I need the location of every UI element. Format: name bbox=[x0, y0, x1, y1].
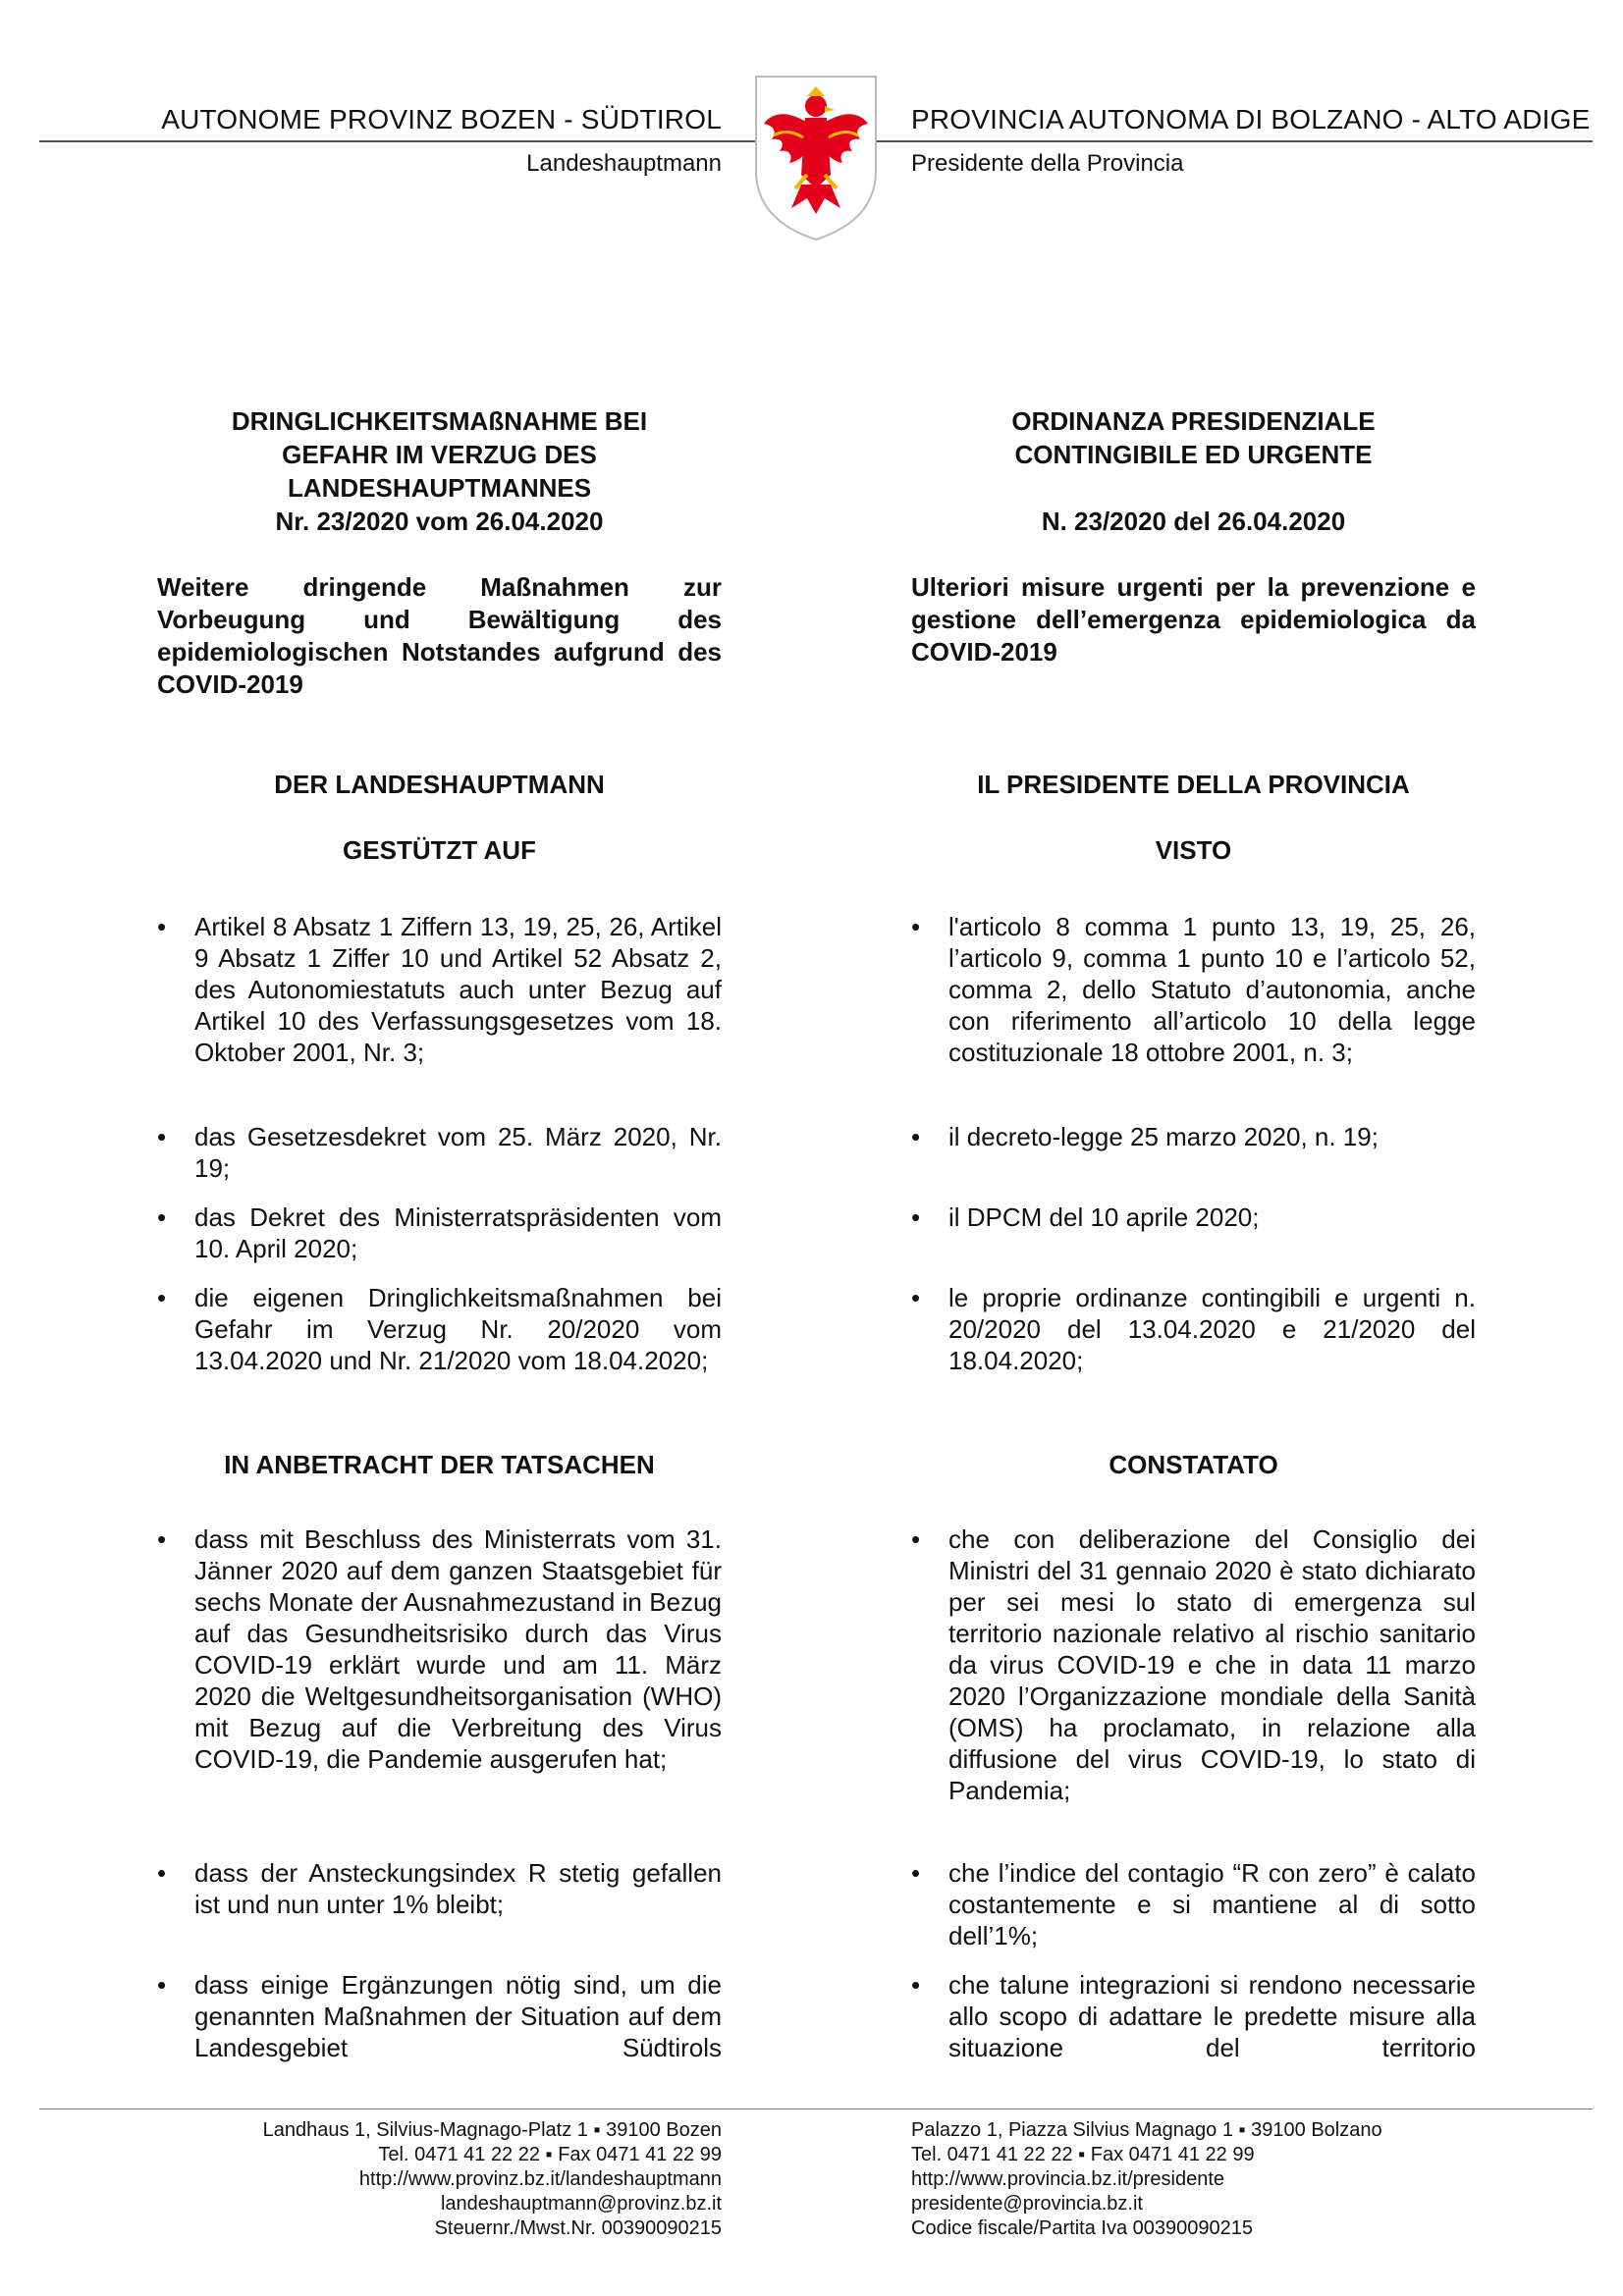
footer-left-address: Landhaus 1, Silvius-Magnago-Platz 1 ▪ 39100 Bozen bbox=[262, 2119, 722, 2141]
footer-left-website-link[interactable]: http://www.provinz.bz.it/landeshauptmann bbox=[358, 2168, 722, 2190]
footer-right-website-link[interactable]: http://www.provincia.bz.it/presidente bbox=[911, 2168, 1225, 2190]
list-item: • die eigenen Dringlichkeitsmaßnahmen bei Gefahr im Verzug Nr. 20/2020 vom 13.04.2020 und Nr. 21/2020 vom 18.04.2020; bbox=[157, 1283, 722, 1375]
header-rule-right bbox=[866, 140, 1593, 142]
coat-of-arms-icon bbox=[752, 73, 880, 243]
header-right-office: Presidente della Provincia bbox=[911, 150, 1184, 177]
bullet-icon: • bbox=[157, 1202, 167, 1232]
bullet-icon: • bbox=[157, 1524, 167, 1554]
bullet-icon: • bbox=[911, 1858, 921, 1888]
bullet-icon: • bbox=[911, 1524, 921, 1554]
bullet-icon: • bbox=[157, 1970, 167, 2000]
bullet-icon: • bbox=[911, 1283, 921, 1312]
footer-right-address: Palazzo 1, Piazza Silvius Magnago 1 ▪ 39100 Bolzano bbox=[911, 2119, 1382, 2141]
title-it bbox=[911, 404, 1476, 538]
list-item: • das Gesetzesdekret vom 25. März 2020, Nr. 19; bbox=[157, 1122, 722, 1183]
facts-heading-it: CONSTATATO bbox=[1109, 1450, 1278, 1479]
list-item: • il decreto-legge 25 marzo 2020, n. 19; bbox=[911, 1122, 1379, 1151]
title-it-line-2: CONTINGIBILE ED URGENTE bbox=[1014, 440, 1373, 469]
title-it-line-4: N. 23/2020 del 26.04.2020 bbox=[1041, 507, 1346, 536]
authority-de: DER LANDESHAUPTMANN bbox=[274, 770, 605, 799]
header-rule-left bbox=[39, 140, 756, 142]
bullet-icon: • bbox=[157, 1858, 167, 1888]
list-item: • le proprie ordinanze contingibili e urgenti n. 20/2020 del 13.04.2020 e 21/2020 del 18.04.2020; bbox=[911, 1283, 1476, 1375]
footer-left-email-link[interactable]: landeshauptmann@provinz.bz.it bbox=[440, 2193, 722, 2215]
list-item: • che l’indice del contagio “R con zero” è calato costantemente e si mantiene al di sotto dell’1%; bbox=[911, 1858, 1476, 1950]
title-de-line-1: DRINGLICHKEITSMAßNAHME BEI bbox=[231, 406, 648, 436]
header-left-office: Landeshauptmann bbox=[526, 150, 722, 177]
basis-heading-de: GESTÜTZT AUF bbox=[343, 835, 536, 865]
bullet-icon: • bbox=[911, 1970, 921, 2000]
header-right-authority: PROVINCIA AUTONOMA DI BOLZANO - ALTO ADIGE bbox=[911, 104, 1591, 134]
title-de-line-2: GEFAHR IM VERZUG DES bbox=[282, 440, 597, 469]
subtitle-it: Ulteriori misure urgenti per la prevenzione e gestione dell’emergenza epidemiologica da COVID-2019 bbox=[911, 572, 1476, 667]
footer-right-email-link[interactable]: presidente@provincia.bz.it bbox=[911, 2193, 1143, 2215]
basis-heading-it: VISTO bbox=[1155, 835, 1232, 865]
list-item: • das Dekret des Ministerratspräsidenten vom 10. April 2020; bbox=[157, 1202, 722, 1263]
bullet-icon: • bbox=[157, 1283, 167, 1312]
list-item: • che talune integrazioni si rendono necessarie allo scopo di adattare le predette misure alla situazione del territorio bbox=[911, 1970, 1476, 2062]
facts-heading-de: IN ANBETRACHT DER TATSACHEN bbox=[224, 1450, 655, 1479]
footer-right-phone: Tel. 0471 41 22 22 ▪ Fax 0471 41 22 99 bbox=[911, 2144, 1255, 2165]
list-item: • il DPCM del 10 aprile 2020; bbox=[911, 1202, 1260, 1232]
bullet-icon: • bbox=[911, 1122, 921, 1151]
footer-left-phone: Tel. 0471 41 22 22 ▪ Fax 0471 41 22 99 bbox=[378, 2144, 722, 2165]
title-de-line-3: LANDESHAUPTMANNES bbox=[287, 473, 592, 503]
list-item: • che con deliberazione del Consiglio dei Ministri del 31 gennaio 2020 è stato dichiarato per sei mesi lo stato di emergenza sul territorio nazionale relativo al rischio sanitario da virus COVID-19 e che in data 11 marzo 2020 l’Organizzazione mondiale della Sanità (OMS) ha proclamato, in relazione alla diffusione del virus COVID-19, lo stato di Pandemia; bbox=[911, 1524, 1476, 1805]
title-it-line-3 bbox=[911, 471, 1476, 505]
list-item: • l'articolo 8 comma 1 punto 13, 19, 25, 26, l’articolo 9, comma 1 punto 10 e l’articolo 52, comma 2, dello Statuto d’autonomia, anche con riferimento all’articolo 10 della legge costituzionale 18 ottobre 2001, n. 3; bbox=[911, 912, 1476, 1067]
title-it-line-1: ORDINANZA PRESIDENZIALE bbox=[1011, 406, 1376, 436]
footer-right-tax-id: Codice fiscale/Partita Iva 00390090215 bbox=[911, 2217, 1254, 2239]
list-item: • dass der Ansteckungsindex R stetig gefallen ist und nun unter 1% bleibt; bbox=[157, 1858, 722, 1919]
bullet-icon: • bbox=[157, 912, 167, 941]
bullet-icon: • bbox=[911, 1202, 921, 1232]
bullet-icon: • bbox=[911, 912, 921, 941]
footer-left bbox=[263, 2118, 722, 2241]
header-left-authority: AUTONOME PROVINZ BOZEN - SÜDTIROL bbox=[161, 104, 722, 134]
list-item: • Artikel 8 Absatz 1 Ziffern 13, 19, 25, 26, Artikel 9 Absatz 1 Ziffer 10 und Artikel 52 Absatz 2, des Autonomiestatuts auch unter Bezug auf Artikel 10 des Verfassungsgesetzes vom 18. Oktober 2001, Nr. 3; bbox=[157, 912, 722, 1067]
footer-right bbox=[911, 2118, 1382, 2241]
subtitle-de: Weitere dringende Maßnahmen zur Vorbeugung und Bewältigung des epidemiologischen Notstandes aufgrund des COVID-2019 bbox=[157, 572, 722, 699]
title-de-line-4: Nr. 23/2020 vom 26.04.2020 bbox=[275, 507, 604, 536]
title-de bbox=[157, 404, 722, 538]
authority-it: IL PRESIDENTE DELLA PROVINCIA bbox=[977, 770, 1410, 799]
bullet-icon: • bbox=[157, 1122, 167, 1151]
list-item: • dass mit Beschluss des Ministerrats vom 31. Jänner 2020 auf dem ganzen Staatsgebiet für sechs Monate der Ausnahmezustand in Bezug auf das Gesundheitsrisiko durch das Virus COVID-19 erklärt wurde und am 11. März 2020 die Weltgesundheitsorganisation (WHO) mit Bezug auf die Verbreitung des Virus COVID-19, die Pandemie ausgerufen hat; bbox=[157, 1524, 722, 1774]
list-item: • dass einige Ergänzungen nötig sind, um die genannten Maßnahmen der Situation auf dem Landesgebiet Südtirols bbox=[157, 1970, 722, 2062]
footer-left-tax-id: Steuernr./Mwst.Nr. 00390090215 bbox=[434, 2217, 722, 2239]
